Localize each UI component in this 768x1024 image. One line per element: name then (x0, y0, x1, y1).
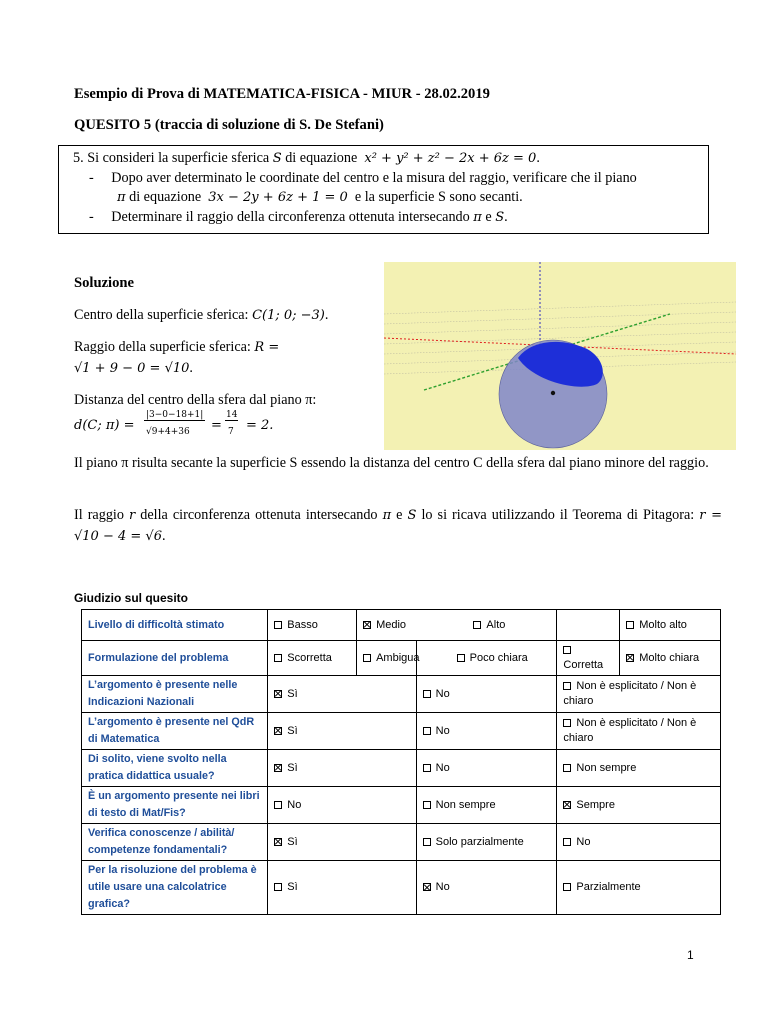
page-number: 1 (687, 948, 694, 962)
row-label: Livello di difficoltà stimato (82, 610, 268, 641)
checked-checkbox-icon[interactable] (563, 801, 571, 809)
option-label: Non sempre (435, 798, 496, 811)
center-line (74, 307, 328, 324)
distance-numerator: |3−0−18+1| (146, 410, 204, 420)
center-value: C(1; 0; −3) (252, 308, 325, 323)
checkbox-icon[interactable] (423, 690, 431, 698)
circle-radius-formula: r = √10 − 4 = √6 (74, 508, 723, 544)
question-text: . (536, 150, 540, 166)
option-label: No (287, 798, 302, 811)
option-cell[interactable] (416, 861, 557, 915)
para-text: della circonferenza ottenuta intersecando (140, 507, 378, 523)
table-row (82, 713, 721, 750)
option-label: Sì (287, 761, 298, 774)
surface-symbol: S (407, 508, 417, 523)
option-label: Sì (287, 724, 298, 737)
document-title: Esempio di Prova di MATEMATICA-FISICA - MIUR - 28.02.2019 (74, 86, 490, 102)
row-label: Di solito, viene svolto nella pratica didattica usuale? (82, 750, 268, 787)
checked-checkbox-icon[interactable] (274, 838, 282, 846)
option-cell[interactable] (357, 641, 420, 676)
radius-line (74, 339, 279, 356)
table-row (82, 610, 721, 641)
question-line-2 (89, 170, 637, 187)
surface-symbol: S (495, 210, 505, 225)
checkbox-icon[interactable] (423, 838, 431, 846)
option-cell[interactable] (557, 787, 721, 824)
option-cell[interactable] (557, 676, 721, 713)
table-row (82, 750, 721, 787)
plane-equation: 3x − 2y + 6z + 1 = 0 (208, 190, 348, 205)
punctuation: . (161, 528, 166, 544)
plane-symbol: π (473, 210, 482, 225)
option-cell[interactable] (268, 610, 357, 641)
row-label: Per la risoluzione del problema è utile usare una calcolatrice grafica? (82, 861, 268, 915)
checkbox-icon[interactable] (423, 764, 431, 772)
row-label: L’argomento è presente nelle Indicazioni Nazionali (82, 676, 268, 713)
checked-checkbox-icon[interactable] (626, 654, 634, 662)
question-line-1 (73, 150, 540, 167)
surface-symbol: S (272, 151, 282, 166)
table-row (82, 676, 721, 713)
option-label: Corretta (563, 659, 604, 671)
option-label: Alto (486, 618, 506, 631)
checkbox-icon[interactable] (423, 801, 431, 809)
question-line-3 (117, 189, 523, 206)
option-label: No (435, 881, 450, 893)
assessment-heading: Giudizio sul quesito (74, 591, 188, 605)
checkbox-icon[interactable] (473, 621, 481, 629)
question-text: 5. Si consideri la superficie sferica (73, 150, 270, 166)
option-cell[interactable] (416, 824, 557, 861)
distance-label: Distanza del centro della sfera dal piano π: (74, 392, 317, 408)
question-text: e (485, 209, 492, 225)
option-label: Ambigua (376, 651, 420, 664)
question-text: di equazione (285, 150, 358, 166)
option-cell[interactable] (268, 676, 416, 713)
question-title: QUESITO 5 (traccia di soluzione di S. De Stefani) (74, 117, 384, 133)
checked-checkbox-icon[interactable] (363, 621, 371, 629)
distance-denominator: √9+4+36 (146, 427, 190, 437)
para-text: Il raggio (74, 507, 124, 523)
option-cell[interactable] (416, 641, 557, 676)
option-label: No (576, 835, 591, 848)
option-label: Poco chiara (469, 651, 528, 664)
option-cell[interactable] (620, 610, 721, 641)
option-cell[interactable] (268, 861, 416, 915)
option-label: Molto chiara (639, 651, 700, 664)
option-label: Sempre (576, 798, 615, 811)
option-cell[interactable] (357, 610, 557, 641)
option-cell[interactable] (557, 824, 721, 861)
checkbox-icon[interactable] (363, 654, 371, 662)
table-row (82, 787, 721, 824)
fraction-numerator: 14 (226, 410, 238, 420)
pythagoras-paragraph (74, 505, 722, 547)
radius-r-symbol: r (129, 508, 136, 523)
question-text: Dopo aver determinato le coordinate del centro e la misura del raggio, verificare che il piano (111, 170, 637, 186)
checked-checkbox-icon[interactable] (274, 764, 282, 772)
para-text: e (396, 507, 403, 523)
distance-result: = 2. (246, 418, 274, 433)
bullet: - (89, 170, 94, 186)
option-label: No (435, 761, 450, 774)
radius-value: √1 + 9 − 0 = √10 (74, 361, 190, 376)
punctuation: . (189, 360, 193, 376)
checkbox-icon[interactable] (563, 719, 571, 727)
option-cell[interactable] (557, 861, 721, 915)
option-label: Non sempre (576, 761, 637, 774)
row-label: Verifica conoscenze / abilità/ competenze fondamentali? (82, 824, 268, 861)
fraction-denominator: 7 (228, 427, 234, 437)
secant-paragraph: Il piano π risulta secante la superficie S essendo la distanza del centro C della sfera dal piano minore del raggio. (74, 455, 709, 471)
option-cell[interactable] (416, 713, 557, 750)
checkbox-icon[interactable] (563, 883, 571, 891)
question-line-4 (89, 209, 508, 226)
option-cell[interactable] (268, 787, 416, 824)
table-row (82, 861, 721, 915)
option-cell[interactable] (557, 641, 620, 676)
option-label: No (435, 724, 450, 737)
option-cell[interactable] (268, 750, 416, 787)
table-row (82, 824, 721, 861)
plane-symbol: π (382, 508, 392, 523)
checked-checkbox-icon[interactable] (274, 727, 282, 735)
option-cell[interactable] (268, 713, 416, 750)
option-cell[interactable] (416, 676, 557, 713)
checkbox-icon[interactable] (274, 801, 282, 809)
option-label: Non è esplicitato / Non è chiaro (563, 680, 697, 707)
sphere-equation: x² + y² + z² − 2x + 6z = 0 (364, 151, 537, 166)
radius-symbol: R = (254, 340, 280, 355)
plane-symbol: π (117, 190, 126, 205)
option-cell[interactable] (268, 824, 416, 861)
checkbox-icon[interactable] (274, 621, 282, 629)
radius-value-line (74, 360, 193, 377)
option-label: Scorretta (287, 651, 332, 664)
checkbox-icon[interactable] (457, 654, 465, 662)
question-text: . (504, 209, 508, 225)
checkbox-icon[interactable] (423, 727, 431, 735)
question-text: e la superficie S sono secanti. (354, 189, 523, 205)
radius-label: Raggio della superficie sferica: (74, 339, 251, 355)
option-cell[interactable] (416, 750, 557, 787)
option-label: Parzialmente (576, 881, 641, 893)
option-label: Basso (287, 618, 318, 631)
checkbox-icon[interactable] (274, 654, 282, 662)
center-label: Centro della superficie sferica: (74, 307, 249, 323)
option-cell[interactable] (416, 787, 557, 824)
option-label: Non è esplicitato / Non è chiaro (563, 717, 697, 744)
punctuation: . (324, 307, 329, 323)
option-cell[interactable] (486, 610, 620, 641)
distance-lhs: d(C; π) = (74, 418, 135, 433)
solution-heading: Soluzione (74, 275, 135, 291)
sphere-plane-figure (384, 262, 736, 450)
para-text: lo si ricava utilizzando il Teorema di Pitagora: (421, 507, 695, 523)
equals-sign: = (211, 418, 222, 433)
row-label: È un argomento presente nei libri di testo di Mat/Fis? (82, 787, 268, 824)
option-cell[interactable] (557, 750, 721, 787)
option-label: Sì (287, 881, 298, 893)
checked-checkbox-icon[interactable] (423, 883, 431, 891)
checkbox-icon[interactable] (563, 764, 571, 772)
option-cell[interactable] (557, 713, 721, 750)
option-label: Molto alto (639, 618, 687, 631)
checkbox-icon[interactable] (563, 838, 571, 846)
question-text: Determinare il raggio della circonferenza ottenuta intersecando (111, 209, 470, 225)
table-row (82, 641, 721, 676)
option-label: No (435, 687, 450, 700)
question-box (58, 145, 709, 234)
checked-checkbox-icon[interactable] (274, 690, 282, 698)
checkbox-icon[interactable] (563, 682, 571, 690)
option-label: Sì (287, 835, 298, 848)
bullet: - (89, 209, 94, 225)
option-cell[interactable] (620, 641, 721, 676)
question-text: di equazione (129, 189, 202, 205)
sphere-center (551, 391, 555, 395)
option-label: Sì (287, 687, 298, 700)
checkbox-icon[interactable] (626, 621, 634, 629)
checkbox-icon[interactable] (274, 883, 282, 891)
checkbox-icon[interactable] (563, 646, 571, 654)
row-label: Formulazione del problema (82, 641, 268, 676)
row-label: L’argomento è presente nel QdR di Matematica (82, 713, 268, 750)
assessment-table (81, 609, 721, 915)
option-cell[interactable] (268, 641, 357, 676)
option-label: Medio (376, 618, 407, 631)
option-label: Solo parzialmente (435, 835, 524, 848)
